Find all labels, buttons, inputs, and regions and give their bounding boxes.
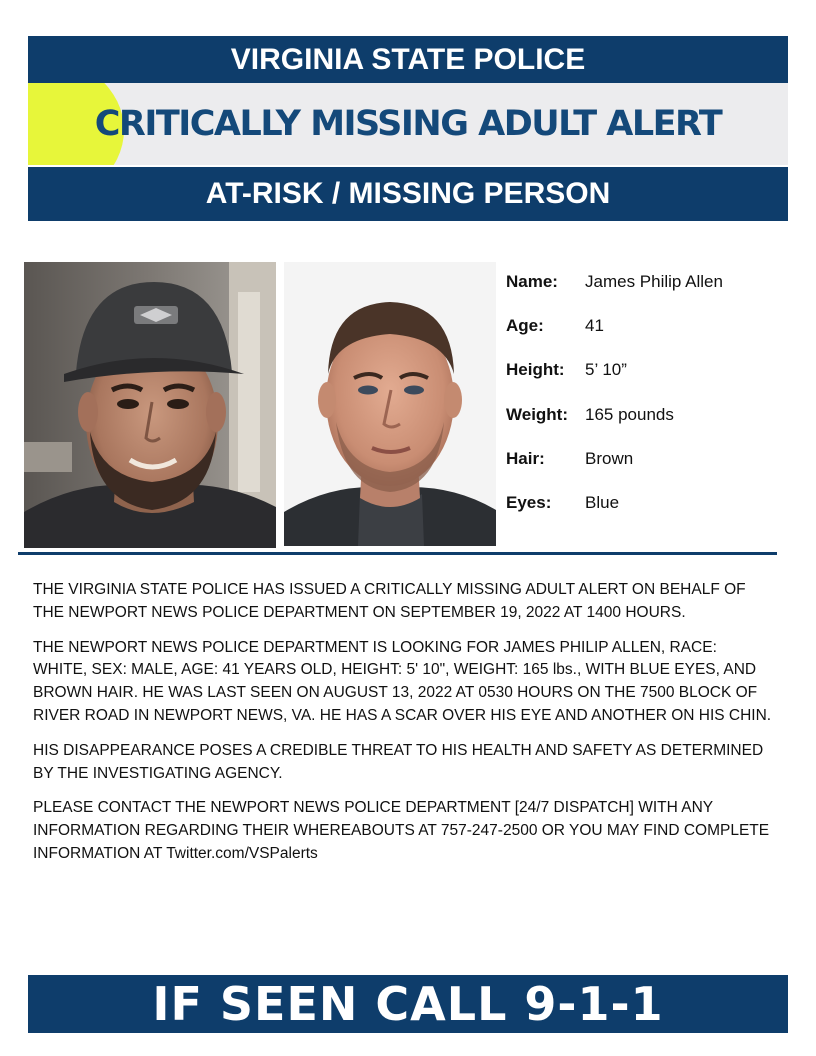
detail-label: Name: — [506, 272, 558, 291]
description-paragraph: HIS DISAPPEARANCE POSES A CREDIBLE THREAT TO HIS HEALTH AND SAFETY AS DETERMINED BY THE INVESTIGATING AGENCY. — [33, 741, 764, 782]
call-911-banner: IF SEEN CALL 9-1-1 — [28, 975, 788, 1033]
detail-value: James Philip Allen — [585, 272, 723, 291]
missing-person-photo-cap — [24, 262, 276, 548]
detail-label: Hair: — [506, 448, 545, 468]
detail-value: Brown — [585, 448, 634, 468]
detail-value: 41 — [585, 316, 604, 336]
section-divider — [18, 552, 777, 555]
alert-subtitle: AT-RISK / MISSING PERSON — [28, 167, 788, 221]
detail-row-weight — [506, 402, 723, 446]
detail-row-eyes — [506, 490, 723, 534]
missing-person-photo-headshot — [284, 262, 496, 546]
alert-title: CRITICALLY MISSING ADULT ALERT — [94, 104, 722, 144]
detail-row-name — [506, 269, 723, 313]
alert-description — [33, 579, 773, 878]
detail-value: Blue — [585, 492, 620, 512]
alert-title-band — [28, 83, 788, 165]
alert-header — [28, 36, 788, 221]
detail-row-age — [506, 313, 723, 357]
agency-banner: VIRGINIA STATE POLICE — [28, 36, 788, 83]
description-paragraph: PLEASE CONTACT THE NEWPORT NEWS POLICE DEPARTMENT [24/7 DISPATCH] WITH ANY INFORMATION REGARDING THEIR WHEREABOUTS AT 757-247-2500 OR YOU MAY FIND COMPLETE INFORMATION AT Twitter.com/VSPalerts — [33, 799, 770, 862]
detail-value: 5’ 10” — [585, 360, 627, 380]
detail-label: Weight: — [506, 404, 569, 424]
person-details-table — [506, 269, 723, 534]
detail-label: Height: — [506, 360, 565, 380]
detail-row-hair — [506, 446, 723, 490]
detail-row-height — [506, 357, 723, 401]
detail-label: Eyes: — [506, 492, 552, 512]
detail-label: Age: — [506, 316, 544, 336]
description-paragraph: THE VIRGINIA STATE POLICE HAS ISSUED A CRITICALLY MISSING ADULT ALERT ON BEHALF OF THE NEWPORT NEWS POLICE DEPARTMENT ON SEPTEMBER 19, 2022 AT 1400 HOURS. — [33, 581, 746, 621]
detail-value: 165 pounds — [585, 404, 674, 424]
description-paragraph: THE NEWPORT NEWS POLICE DEPARTMENT IS LOOKING FOR JAMES PHILIP ALLEN, RACE: WHITE, SEX: MALE, AGE: 41 YEARS OLD, HEIGHT: 5' 10", WEIGHT: 165 lbs., WITH BLUE EYES, AND BROWN HAIR. HE WAS LAST SEEN ON AUGUST 13, 2022 AT 0530 HOURS ON THE 7500 BLOCK OF RIVER ROAD IN NEWPORT NEWS, VA. HE HAS A SCAR OVER HIS EYE AND ANOTHER ON HIS CHIN. — [33, 638, 772, 724]
